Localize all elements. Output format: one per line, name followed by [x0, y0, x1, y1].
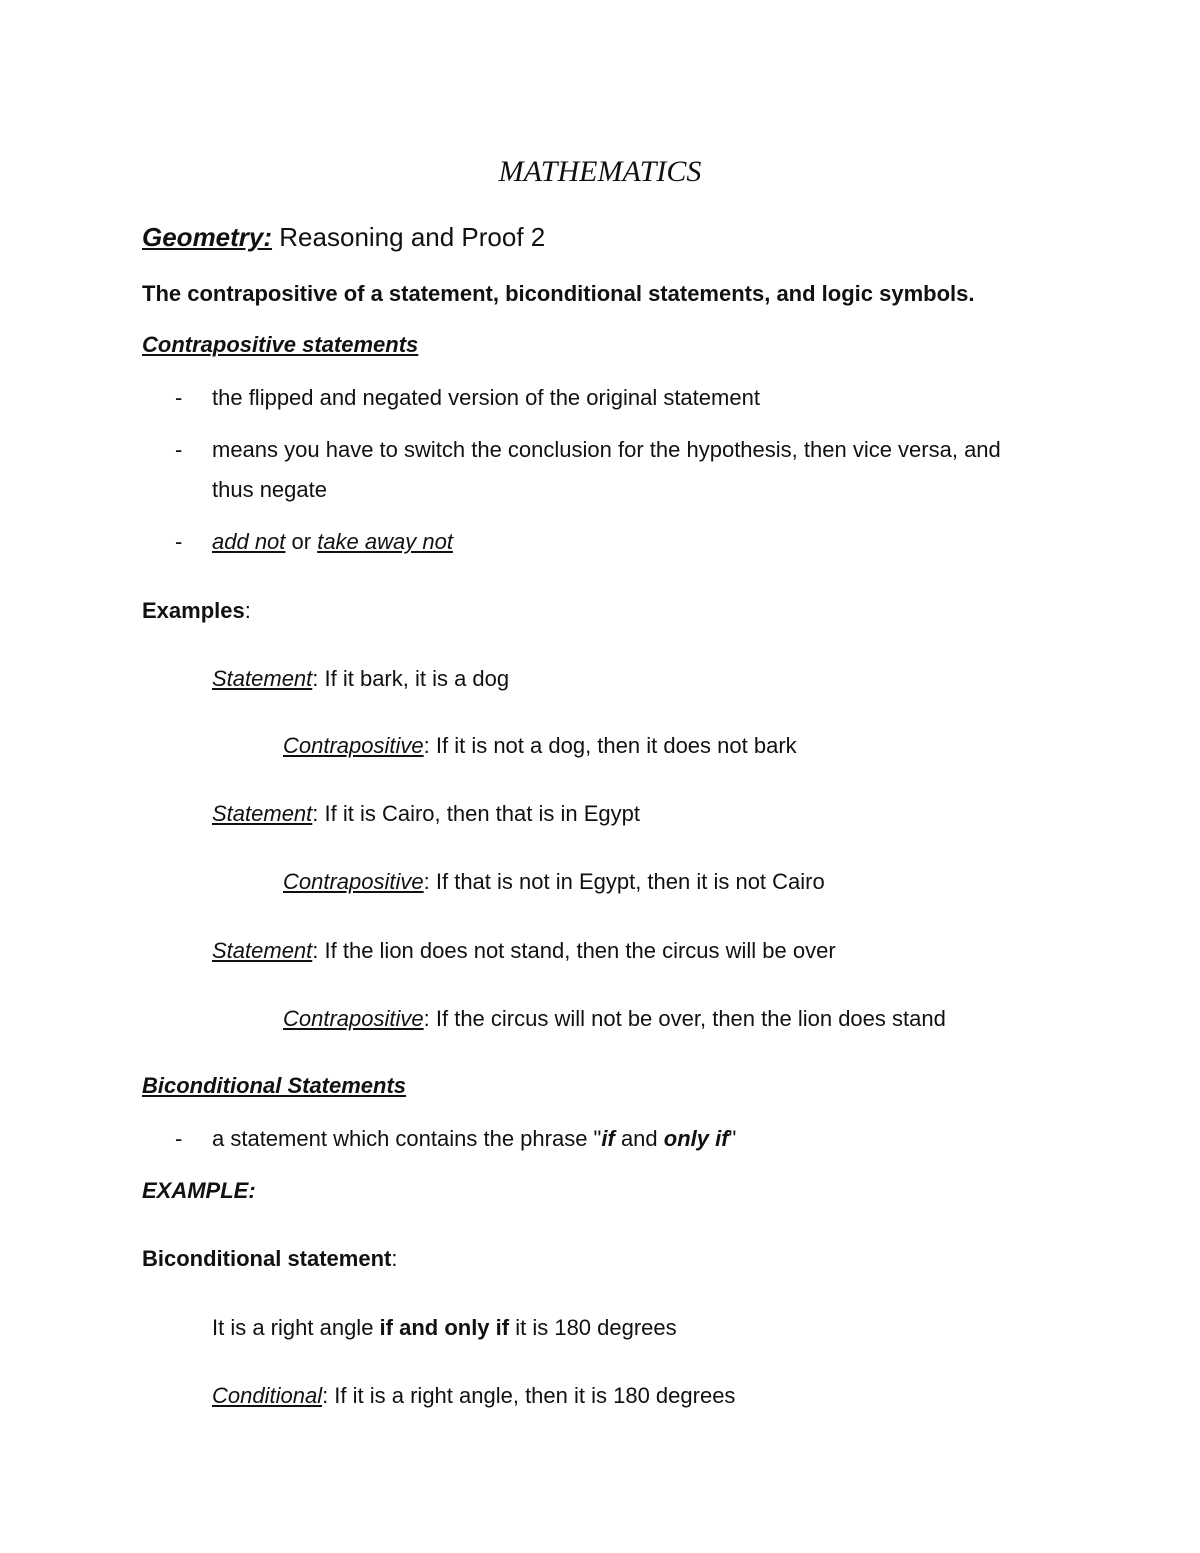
topic-subtitle: Reasoning and Proof 2: [279, 222, 546, 252]
bullet-quote: ": [728, 1126, 737, 1151]
bicond-pre: It is a right angle: [212, 1315, 380, 1340]
bullet-marker: -: [175, 529, 183, 554]
example-statement-1: [212, 665, 509, 693]
example-statement-2: [212, 800, 640, 828]
examples-heading: [142, 597, 251, 625]
biconditional-heading: Biconditional Statements: [142, 1073, 407, 1098]
bullet-text: a statement which contains the phrase ": [212, 1126, 602, 1151]
statement-text: : If it is Cairo, then that is in Egypt: [312, 801, 640, 826]
contrapositive-text: : If that is not in Egypt, then it is not Cairo: [423, 869, 825, 894]
rule-take-away-not: take away not: [317, 529, 453, 554]
conditional-example: [212, 1382, 735, 1410]
contrapositive-rule: [212, 528, 453, 556]
bullet-marker: -: [175, 385, 183, 410]
biconditional-statement-heading: [142, 1245, 397, 1273]
bullet-marker: -: [175, 1126, 183, 1151]
biconditional-bullet: [212, 1125, 736, 1153]
statement-label: Statement: [212, 938, 313, 963]
bullet-and: and: [614, 1126, 664, 1151]
conditional-label: Conditional: [212, 1383, 323, 1408]
contrapositive-heading: Contrapositive statements: [142, 332, 419, 357]
example-contrapositive-2: [283, 868, 825, 896]
biconditional-example: [212, 1314, 677, 1342]
conditional-text: : If it is a right angle, then it is 180 degrees: [322, 1383, 736, 1408]
statement-label: Statement: [212, 666, 313, 691]
contrapositive-label: Contrapositive: [283, 869, 424, 894]
contrapositive-bullet-2-cont: thus negate: [212, 477, 327, 502]
contrapositive-label: Contrapositive: [283, 1006, 424, 1031]
page-title: MATHEMATICS: [498, 155, 702, 188]
examples-heading-text: Examples: [142, 598, 245, 623]
contrapositive-label: Contrapositive: [283, 733, 424, 758]
example-statement-3: [212, 937, 836, 965]
bullet-only-if: only if: [663, 1126, 729, 1151]
intro-line: The contrapositive of a statement, biconditional statements, and logic symbols.: [142, 281, 975, 306]
example-contrapositive-3: [283, 1005, 946, 1033]
contrapositive-bullet-1: the flipped and negated version of the original statement: [212, 385, 760, 410]
bicond-post: it is 180 degrees: [509, 1315, 677, 1340]
topic-label: Geometry:: [142, 222, 273, 252]
examples-heading-colon: :: [244, 598, 251, 623]
topic-line: [142, 221, 545, 253]
contrapositive-text: : If it is not a dog, then it does not bark: [423, 733, 797, 758]
rule-or: or: [285, 529, 318, 554]
statement-text: : If it bark, it is a dog: [312, 666, 510, 691]
rule-add-not: add not: [212, 529, 286, 554]
bicond-colon: :: [391, 1246, 398, 1271]
statement-text: : If the lion does not stand, then the circus will be over: [312, 938, 836, 963]
bicond-bold: if and only if: [379, 1315, 510, 1340]
bullet-marker: -: [175, 437, 183, 462]
contrapositive-text: : If the circus will not be over, then the lion does stand: [423, 1006, 946, 1031]
bicond-label: Biconditional statement: [142, 1246, 392, 1271]
statement-label: Statement: [212, 801, 313, 826]
bullet-if: if: [601, 1126, 615, 1151]
contrapositive-bullet-2: means you have to switch the conclusion for the hypothesis, then vice versa, and: [212, 437, 1001, 462]
example-contrapositive-1: [283, 732, 797, 760]
example-heading: EXAMPLE:: [142, 1178, 256, 1203]
